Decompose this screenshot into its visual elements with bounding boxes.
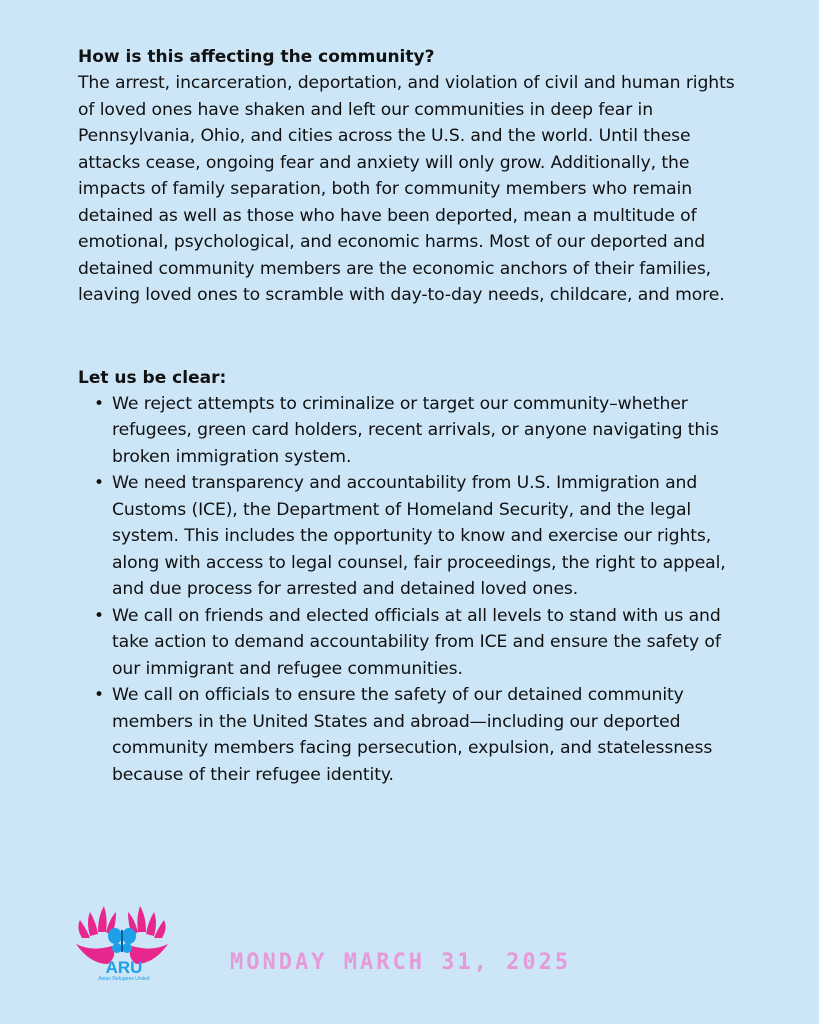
list-item-text: We call on friends and elected officials at all levels to stand with us and take action to demand accountability from ICE and ensure the safety of our immigrant and refugee communities. [112, 605, 721, 679]
list-item-text: We reject attempts to criminalize or target our community–whether refugees, green card holders, recent arrivals, or anyone navigating this broken immigration system. [112, 393, 719, 467]
section-heading-clear: Let us be clear: [78, 367, 227, 388]
list-item [78, 391, 753, 471]
section-heading-community: How is this affecting the community? [78, 47, 435, 67]
community-paragraph: The arrest, incarceration, deportation, and violation of civil and human rights of loved ones have shaken and left our communities in deep fear in Pennsylvania, Ohio, and cities across the U.S. and the world. Until these attacks cease, ongoing fear and anxiety will only grow. Additionally, the impacts of family separation, both for community members who remain detained as well as those who have been deported, mean a multitude of emotional, psychological, and economic harms. Most of our deported and detained community members are the economic anchors of their families, leaving loved ones to scramble with day-to-day needs, childcare, and more. [78, 73, 735, 305]
list-item [78, 682, 753, 788]
main-content [78, 44, 753, 788]
list-item [78, 470, 753, 603]
list-item-text: We call on officials to ensure the safety of our detained community members in the United States and abroad—including our deported community members facing persecution, expulsion, and statelessness because of their refugee identity. [112, 685, 713, 785]
bullet-icon: • [94, 393, 104, 414]
footer-date: MONDAY MARCH 31, 2025 [230, 950, 572, 975]
list-item-text: We need transparency and accountability from U.S. Immigration and Customs (ICE), the Department of Homeland Security, and the legal system. This includes the opportunity to know and exercise our rights, along with access to legal counsel, fair proceedings, the right to appeal, and due process for arrested and detained loved ones. [112, 473, 726, 599]
let-us-be-clear-section [78, 365, 753, 789]
logo-text: ARU [105, 958, 143, 977]
list-item [78, 603, 753, 683]
demands-list [78, 391, 753, 789]
logo-subtitle: Asian Refugees United [98, 976, 150, 982]
bullet-icon: • [94, 605, 104, 626]
bullet-icon: • [94, 473, 104, 493]
bullet-icon: • [94, 685, 104, 705]
